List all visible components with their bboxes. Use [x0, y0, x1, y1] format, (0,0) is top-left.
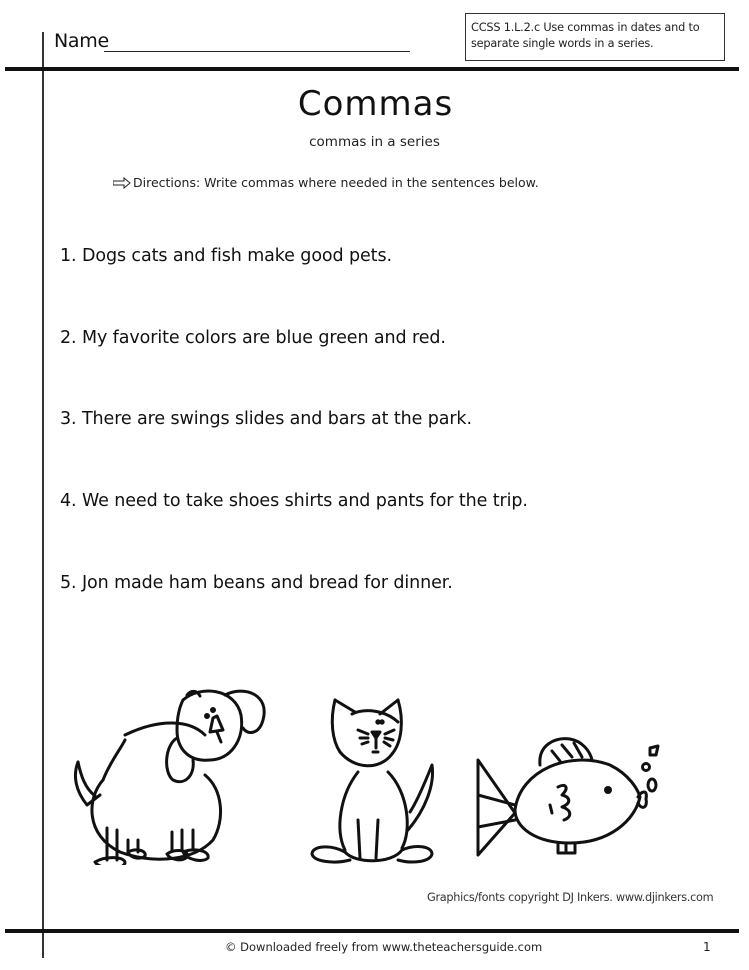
sentence-4[interactable]: 4. We need to take shoes shirts and pants for the trip. — [60, 491, 528, 511]
margin-line — [42, 32, 44, 958]
page-title: Commas — [297, 84, 454, 124]
directions — [113, 175, 539, 190]
sentence-3[interactable]: 3. There are swings slides and bars at the park. — [60, 409, 472, 429]
page-subtitle: commas in a series — [309, 134, 440, 150]
graphics-credits: Graphics/fonts copyright DJ Inkers. www.djinkers.com — [427, 891, 714, 904]
sentence-1[interactable]: 1. Dogs cats and fish make good pets. — [60, 246, 392, 266]
sentence-2[interactable]: 2. My favorite colors are blue green and red. — [60, 328, 446, 348]
download-note: © Downloaded freely from www.theteachersguide.com — [225, 940, 543, 954]
right-arrow-icon — [113, 177, 131, 189]
dog-icon — [65, 680, 275, 865]
fish-icon — [470, 715, 670, 860]
page-number: 1 — [703, 940, 711, 954]
name-label: Name — [54, 30, 109, 52]
standards-box — [465, 13, 725, 61]
footer-rule — [5, 929, 739, 933]
header-rule — [5, 67, 739, 71]
directions-text: Directions: Write commas where needed in the sentences below. — [133, 175, 539, 190]
standards-text: CCSS 1.L.2.c Use commas in dates and to separate single words in a series. — [471, 21, 700, 50]
cat-icon — [300, 680, 450, 865]
sentence-5[interactable]: 5. Jon made ham beans and bread for dinner. — [60, 573, 453, 593]
name-field-line[interactable] — [104, 51, 410, 52]
